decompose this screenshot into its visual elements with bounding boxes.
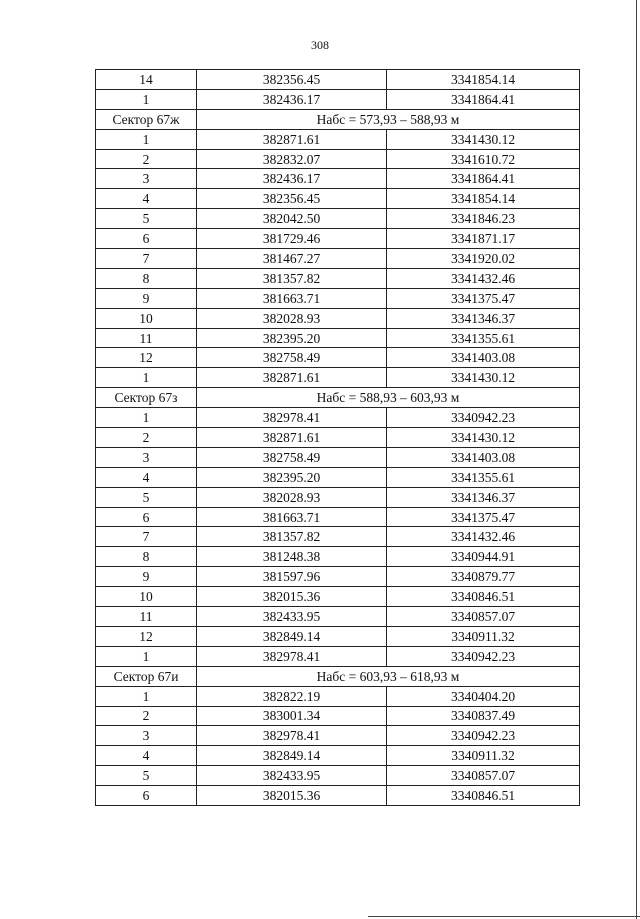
y-coordinate-cell: 3341375.47 — [387, 288, 580, 308]
x-coordinate-cell: 382978.41 — [197, 726, 387, 746]
table-row — [96, 169, 580, 189]
x-coordinate-cell: 382758.49 — [197, 348, 387, 368]
point-number-cell: 12 — [96, 348, 197, 368]
sector-header-row — [96, 388, 580, 408]
x-coordinate-cell: 381663.71 — [197, 507, 387, 527]
table-row — [96, 447, 580, 467]
x-coordinate-cell: 381357.82 — [197, 268, 387, 288]
scan-edge-line — [368, 916, 640, 917]
coordinates-table — [95, 69, 580, 806]
point-number-cell: 7 — [96, 527, 197, 547]
x-coordinate-cell: 382028.93 — [197, 308, 387, 328]
x-coordinate-cell: 382871.61 — [197, 129, 387, 149]
y-coordinate-cell: 3341430.12 — [387, 129, 580, 149]
table-row — [96, 229, 580, 249]
x-coordinate-cell: 382395.20 — [197, 467, 387, 487]
x-coordinate-cell: 382849.14 — [197, 746, 387, 766]
y-coordinate-cell: 3341403.08 — [387, 348, 580, 368]
table-row — [96, 288, 580, 308]
point-number-cell: 1 — [96, 408, 197, 428]
y-coordinate-cell: 3341375.47 — [387, 507, 580, 527]
y-coordinate-cell: 3340942.23 — [387, 726, 580, 746]
sector-label: Сектор 67и — [96, 666, 197, 686]
y-coordinate-cell: 3341432.46 — [387, 527, 580, 547]
point-number-cell: 1 — [96, 686, 197, 706]
x-coordinate-cell: 381248.38 — [197, 547, 387, 567]
y-coordinate-cell: 3340942.23 — [387, 646, 580, 666]
table-row — [96, 547, 580, 567]
point-number-cell: 9 — [96, 288, 197, 308]
x-coordinate-cell: 382395.20 — [197, 328, 387, 348]
table-row — [96, 249, 580, 269]
x-coordinate-cell: 382015.36 — [197, 786, 387, 806]
table-row — [96, 487, 580, 507]
x-coordinate-cell: 382849.14 — [197, 626, 387, 646]
x-coordinate-cell: 381729.46 — [197, 229, 387, 249]
x-coordinate-cell: 382028.93 — [197, 487, 387, 507]
table-row — [96, 646, 580, 666]
y-coordinate-cell: 3341346.37 — [387, 308, 580, 328]
point-number-cell: 4 — [96, 189, 197, 209]
point-number-cell: 10 — [96, 587, 197, 607]
point-number-cell: 1 — [96, 89, 197, 109]
y-coordinate-cell: 3341430.12 — [387, 428, 580, 448]
point-number-cell: 8 — [96, 268, 197, 288]
point-number-cell: 6 — [96, 786, 197, 806]
y-coordinate-cell: 3341355.61 — [387, 328, 580, 348]
y-coordinate-cell: 3340911.32 — [387, 746, 580, 766]
x-coordinate-cell: 382871.61 — [197, 368, 387, 388]
y-coordinate-cell: 3341854.14 — [387, 189, 580, 209]
table-row — [96, 527, 580, 547]
x-coordinate-cell: 382832.07 — [197, 149, 387, 169]
table-row — [96, 89, 580, 109]
sector-header-row — [96, 109, 580, 129]
table-row — [96, 209, 580, 229]
y-coordinate-cell: 3341610.72 — [387, 149, 580, 169]
sector-height-range: Набс = 573,93 – 588,93 м — [197, 109, 580, 129]
x-coordinate-cell: 382433.95 — [197, 766, 387, 786]
table-row — [96, 129, 580, 149]
table-row — [96, 268, 580, 288]
table-row — [96, 626, 580, 646]
page-number: 308 — [311, 38, 329, 52]
table-row — [96, 786, 580, 806]
x-coordinate-cell: 382822.19 — [197, 686, 387, 706]
scan-edge-line — [636, 0, 637, 919]
y-coordinate-cell: 3341432.46 — [387, 268, 580, 288]
point-number-cell: 3 — [96, 169, 197, 189]
point-number-cell: 11 — [96, 607, 197, 627]
y-coordinate-cell: 3341355.61 — [387, 467, 580, 487]
x-coordinate-cell: 382871.61 — [197, 428, 387, 448]
point-number-cell: 5 — [96, 209, 197, 229]
x-coordinate-cell: 382042.50 — [197, 209, 387, 229]
sector-header-row — [96, 666, 580, 686]
x-coordinate-cell: 382978.41 — [197, 646, 387, 666]
x-coordinate-cell: 382758.49 — [197, 447, 387, 467]
point-number-cell: 5 — [96, 766, 197, 786]
y-coordinate-cell: 3340944.91 — [387, 547, 580, 567]
y-coordinate-cell: 3340846.51 — [387, 587, 580, 607]
point-number-cell: 11 — [96, 328, 197, 348]
point-number-cell: 4 — [96, 467, 197, 487]
y-coordinate-cell: 3341920.02 — [387, 249, 580, 269]
y-coordinate-cell: 3341864.41 — [387, 169, 580, 189]
table-row — [96, 368, 580, 388]
table-row — [96, 348, 580, 368]
y-coordinate-cell: 3340404.20 — [387, 686, 580, 706]
x-coordinate-cell: 382436.17 — [197, 89, 387, 109]
point-number-cell: 9 — [96, 567, 197, 587]
point-number-cell: 8 — [96, 547, 197, 567]
y-coordinate-cell: 3341846.23 — [387, 209, 580, 229]
x-coordinate-cell: 382978.41 — [197, 408, 387, 428]
table-row — [96, 149, 580, 169]
x-coordinate-cell: 382436.17 — [197, 169, 387, 189]
point-number-cell: 5 — [96, 487, 197, 507]
y-coordinate-cell: 3340879.77 — [387, 567, 580, 587]
sector-height-range: Набс = 603,93 – 618,93 м — [197, 666, 580, 686]
point-number-cell: 6 — [96, 229, 197, 249]
x-coordinate-cell: 382015.36 — [197, 587, 387, 607]
x-coordinate-cell: 382356.45 — [197, 70, 387, 90]
sector-height-range: Набс = 588,93 – 603,93 м — [197, 388, 580, 408]
point-number-cell: 3 — [96, 447, 197, 467]
table-row — [96, 70, 580, 90]
table-row — [96, 706, 580, 726]
y-coordinate-cell: 3340857.07 — [387, 766, 580, 786]
table-row — [96, 507, 580, 527]
point-number-cell: 2 — [96, 149, 197, 169]
point-number-cell: 6 — [96, 507, 197, 527]
table-row — [96, 467, 580, 487]
table-row — [96, 746, 580, 766]
sector-label: Сектор 67з — [96, 388, 197, 408]
table-row — [96, 328, 580, 348]
y-coordinate-cell: 3341430.12 — [387, 368, 580, 388]
point-number-cell: 2 — [96, 706, 197, 726]
table-row — [96, 587, 580, 607]
y-coordinate-cell: 3341346.37 — [387, 487, 580, 507]
y-coordinate-cell: 3340837.49 — [387, 706, 580, 726]
point-number-cell: 2 — [96, 428, 197, 448]
table-row — [96, 726, 580, 746]
point-number-cell: 12 — [96, 626, 197, 646]
table-row — [96, 686, 580, 706]
point-number-cell: 1 — [96, 646, 197, 666]
point-number-cell: 4 — [96, 746, 197, 766]
point-number-cell: 7 — [96, 249, 197, 269]
x-coordinate-cell: 381663.71 — [197, 288, 387, 308]
point-number-cell: 3 — [96, 726, 197, 746]
y-coordinate-cell: 3340846.51 — [387, 786, 580, 806]
x-coordinate-cell: 382433.95 — [197, 607, 387, 627]
y-coordinate-cell: 3341871.17 — [387, 229, 580, 249]
x-coordinate-cell: 381357.82 — [197, 527, 387, 547]
table-row — [96, 308, 580, 328]
y-coordinate-cell: 3340911.32 — [387, 626, 580, 646]
point-number-cell: 1 — [96, 129, 197, 149]
point-number-cell: 1 — [96, 368, 197, 388]
y-coordinate-cell: 3341403.08 — [387, 447, 580, 467]
y-coordinate-cell: 3341864.41 — [387, 89, 580, 109]
x-coordinate-cell: 383001.34 — [197, 706, 387, 726]
y-coordinate-cell: 3341854.14 — [387, 70, 580, 90]
table-row — [96, 408, 580, 428]
sector-label: Сектор 67ж — [96, 109, 197, 129]
table-row — [96, 766, 580, 786]
y-coordinate-cell: 3340857.07 — [387, 607, 580, 627]
y-coordinate-cell: 3340942.23 — [387, 408, 580, 428]
coordinates-table-body — [96, 70, 580, 806]
table-row — [96, 567, 580, 587]
point-number-cell: 10 — [96, 308, 197, 328]
table-row — [96, 428, 580, 448]
table-row — [96, 189, 580, 209]
x-coordinate-cell: 381467.27 — [197, 249, 387, 269]
point-number-cell: 14 — [96, 70, 197, 90]
table-row — [96, 607, 580, 627]
x-coordinate-cell: 381597.96 — [197, 567, 387, 587]
x-coordinate-cell: 382356.45 — [197, 189, 387, 209]
